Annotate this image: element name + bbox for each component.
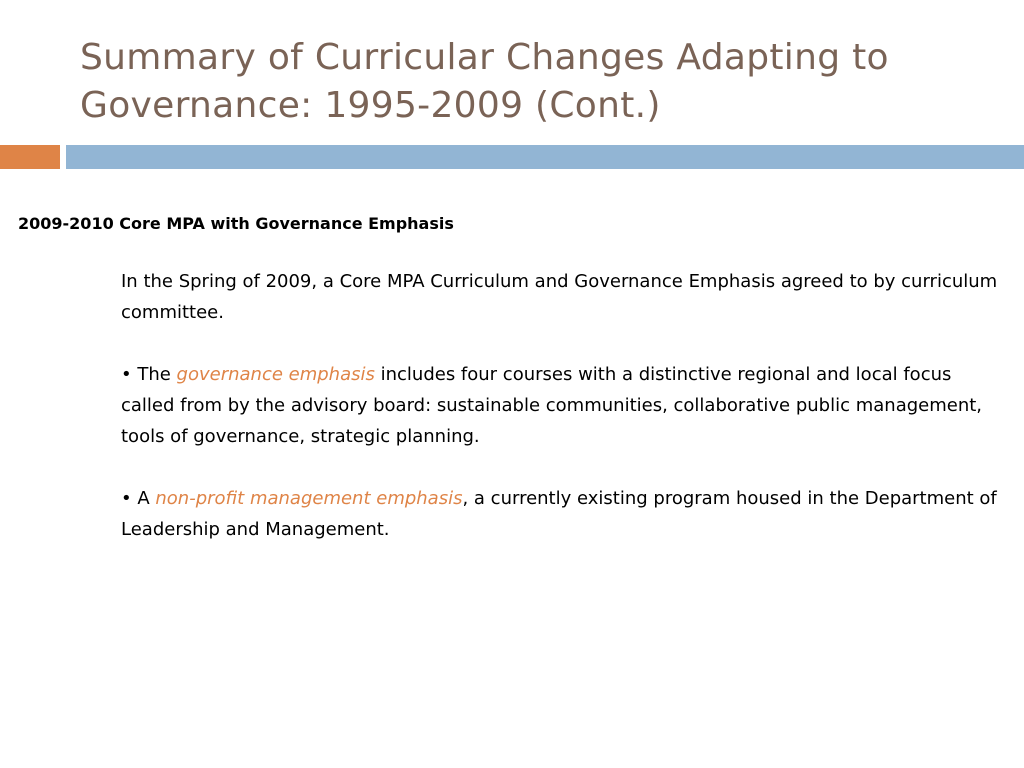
section-subheading: 2009-2010 Core MPA with Governance Emphasis	[18, 214, 454, 233]
slide-body	[121, 266, 1001, 576]
governance-bullet	[121, 359, 1001, 452]
nonprofit-bullet	[121, 483, 1001, 545]
governance-emphasis-term: governance emphasis	[176, 364, 375, 385]
intro-paragraph: In the Spring of 2009, a Core MPA Curriculum and Governance Emphasis agreed to by curriculum committee.	[121, 271, 998, 323]
bullet-text: , a currently existing program housed in the Department of Leadership and Management.	[121, 488, 997, 540]
slide-title: Summary of Curricular Changes Adapting to Governance: 1995-2009 (Cont.)	[80, 37, 889, 126]
bullet-lead: • A	[121, 488, 156, 509]
nonprofit-emphasis-term: non-profit management emphasis	[155, 488, 463, 509]
bullet-lead: • The	[121, 364, 177, 385]
bullet-text: includes four courses with a distinctive regional and local focus called from by the advisory board: sustainable communities, collaborative public management, tools of governance, strategic planning.	[121, 364, 983, 447]
title-divider-blue	[66, 145, 1024, 169]
title-divider-orange	[0, 145, 60, 169]
